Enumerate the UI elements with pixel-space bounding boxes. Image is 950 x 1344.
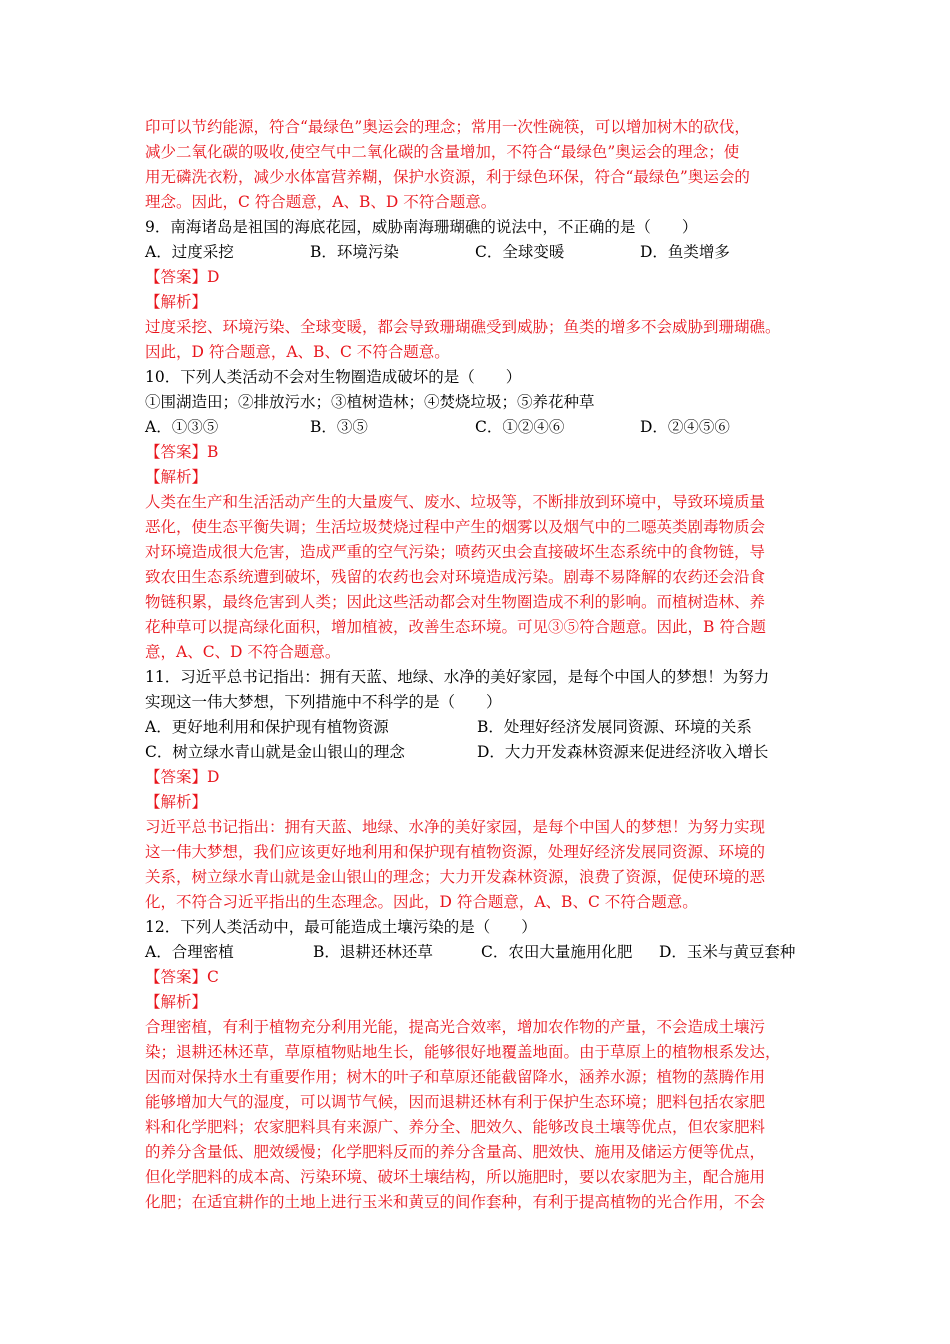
q11-question-line: 11．习近平总书记指出：拥有天蓝、地绿、水净的美好家园，是每个中国人的梦想！为努力 bbox=[145, 668, 770, 686]
q12-options bbox=[145, 940, 820, 965]
q10-explanation-line: 对环境造成很大危害，造成严重的空气污染；喷药灭虫会直接破坏生态系统中的食物链，导 bbox=[145, 543, 766, 561]
q10-items: ①围湖造田；②排放污水；③植树造林；④焚烧垃圾；⑤养花种草 bbox=[145, 393, 595, 411]
q10-option-a: A．①③⑤ bbox=[145, 418, 219, 436]
q9-option-b: B．环境污染 bbox=[310, 243, 399, 261]
q9-options bbox=[145, 240, 820, 265]
q10-analysis-label: 【解析】 bbox=[145, 468, 208, 486]
document-body bbox=[145, 115, 820, 1215]
q11-option-c: C．树立绿水青山就是金山银山的理念 bbox=[145, 743, 405, 761]
q10-options bbox=[145, 415, 820, 440]
q12-option-c: C．农田大量施用化肥 bbox=[481, 943, 633, 961]
q10-explanation-line: 花种草可以提高绿化面积，增加植被，改善生态环境。可见③⑤符合题意。因此，B 符合题 bbox=[145, 618, 766, 636]
q9-explanation-line: 因此，D 符合题意，A、B、C 不符合题意。 bbox=[145, 343, 450, 361]
q11-explanation-line: 化，不符合习近平指出的生态理念。因此，D 符合题意，A、B、C 不符合题意。 bbox=[145, 893, 698, 911]
q11-explanation-line: 关系，树立绿水青山就是金山银山的理念；大力开发森林资源，浪费了资源，促使环境的恶 bbox=[145, 868, 766, 886]
q10-explanation-line: 恶化，使生态平衡失调；生活垃圾焚烧过程中产生的烟雾以及烟气中的二噁英类剧毒物质会 bbox=[145, 518, 766, 536]
q10-explanation-line: 致农田生态系统遭到破坏，残留的农药也会对环境造成污染。剧毒不易降解的农药还会沿食 bbox=[145, 568, 766, 586]
q12-option-d: D．玉米与黄豆套种 bbox=[659, 943, 796, 961]
q10-explanation-line: 意，A、C、D 不符合题意。 bbox=[145, 643, 341, 661]
q12-answer: 【答案】C bbox=[145, 968, 219, 986]
q11-explanation-line: 这一伟大梦想，我们应该更好地利用和保护现有植物资源，处理好经济发展同资源、环境的 bbox=[145, 843, 766, 861]
q12-question: 12．下列人类活动中，最可能造成土壤污染的是（ ） bbox=[145, 918, 537, 936]
q9-option-a: A．过度采挖 bbox=[145, 243, 234, 261]
q11-option-a: A．更好地利用和保护现有植物资源 bbox=[145, 718, 389, 736]
q12-explanation-line: 合理密植，有利于植物充分利用光能，提高光合效率，增加农作物的产量，不会造成土壤污 bbox=[145, 1018, 766, 1036]
intro-explanation-line: 理念。因此，C 符合题意，A、B、D 不符合题意。 bbox=[145, 193, 497, 211]
intro-explanation-line: 减少二氧化碳的吸收,使空气中二氧化碳的含量增加，不符合“最绿色”奥运会的理念；使 bbox=[145, 143, 740, 161]
q12-explanation-line: 染；退耕还林还草，草原植物贴地生长，能够很好地覆盖地面。由于草原上的植物根系发达， bbox=[145, 1043, 781, 1061]
q12-explanation-line: 料和化学肥料；农家肥料具有来源广、养分全、肥效久、能够改良土壤等优点，但农家肥料 bbox=[145, 1118, 766, 1136]
q9-explanation-line: 过度采挖、环境污染、全球变暖，都会导致珊瑚礁受到威胁；鱼类的增多不会威胁到珊瑚礁。 bbox=[145, 318, 781, 336]
q12-explanation-line: 的养分含量低、肥效缓慢；化学肥料反而的养分含量高、肥效快、施用及储运方便等优点， bbox=[145, 1143, 766, 1161]
q9-option-d: D．鱼类增多 bbox=[640, 243, 730, 261]
q10-answer: 【答案】B bbox=[145, 443, 219, 461]
q11-option-b: B．处理好经济发展同资源、环境的关系 bbox=[477, 718, 752, 736]
intro-explanation-line: 印可以节约能源，符合“最绿色”奥运会的理念；常用一次性碗筷，可以增加树木的砍伐， bbox=[145, 118, 750, 136]
q11-question-line: 实现这一伟大梦想，下列措施中不科学的是（ ） bbox=[145, 693, 502, 711]
q10-option-b: B．③⑤ bbox=[310, 418, 368, 436]
q12-explanation-line: 因而对保持水土有重要作用；树木的叶子和草原还能截留降水，涵养水源；植物的蒸腾作用 bbox=[145, 1068, 766, 1086]
q11-options-row-2 bbox=[145, 740, 820, 765]
q10-explanation-line: 物链积累，最终危害到人类；因此这些活动都会对生物圈造成不利的影响。而植树造林、养 bbox=[145, 593, 766, 611]
q10-question: 10．下列人类活动不会对生物圈造成破坏的是（ ） bbox=[145, 368, 522, 386]
q12-option-b: B．退耕还林还草 bbox=[313, 943, 433, 961]
q11-options-row-1 bbox=[145, 715, 820, 740]
q11-explanation-line: 习近平总书记指出：拥有天蓝、地绿、水净的美好家园，是每个中国人的梦想！为努力实现 bbox=[145, 818, 766, 836]
q9-analysis-label: 【解析】 bbox=[145, 293, 208, 311]
q12-option-a: A．合理密植 bbox=[145, 943, 234, 961]
q11-analysis-label: 【解析】 bbox=[145, 793, 208, 811]
q12-explanation-line: 化肥；在适宜耕作的土地上进行玉米和黄豆的间作套种，有利于提高植物的光合作用，不会 bbox=[145, 1193, 766, 1211]
q10-option-c: C．①②④⑥ bbox=[475, 418, 565, 436]
intro-explanation-line: 用无磷洗衣粉，减少水体富营养糊，保护水资源，利于绿色环保，符合“最绿色”奥运会的 bbox=[145, 168, 750, 186]
q10-explanation-line: 人类在生产和生活活动产生的大量废气、废水、垃圾等，不断排放到环境中，导致环境质量 bbox=[145, 493, 766, 511]
q12-explanation-line: 能够增加大气的湿度，可以调节气候，因而退耕还林有利于保护生态环境；肥料包括农家肥 bbox=[145, 1093, 766, 1111]
q9-option-c: C．全球变暖 bbox=[475, 243, 565, 261]
q11-option-d: D．大力开发森林资源来促进经济收入增长 bbox=[477, 743, 769, 761]
q12-explanation-line: 但化学肥料的成本高、污染环境、破坏土壤结构，所以施肥时，要以农家肥为主，配合施用 bbox=[145, 1168, 766, 1186]
q10-option-d: D．②④⑤⑥ bbox=[640, 418, 730, 436]
q12-analysis-label: 【解析】 bbox=[145, 993, 208, 1011]
q11-answer: 【答案】D bbox=[145, 768, 220, 786]
q9-answer: 【答案】D bbox=[145, 268, 220, 286]
q9-question: 9．南海诸岛是祖国的海底花园，威胁南海珊瑚礁的说法中，不正确的是（ ） bbox=[145, 218, 698, 236]
